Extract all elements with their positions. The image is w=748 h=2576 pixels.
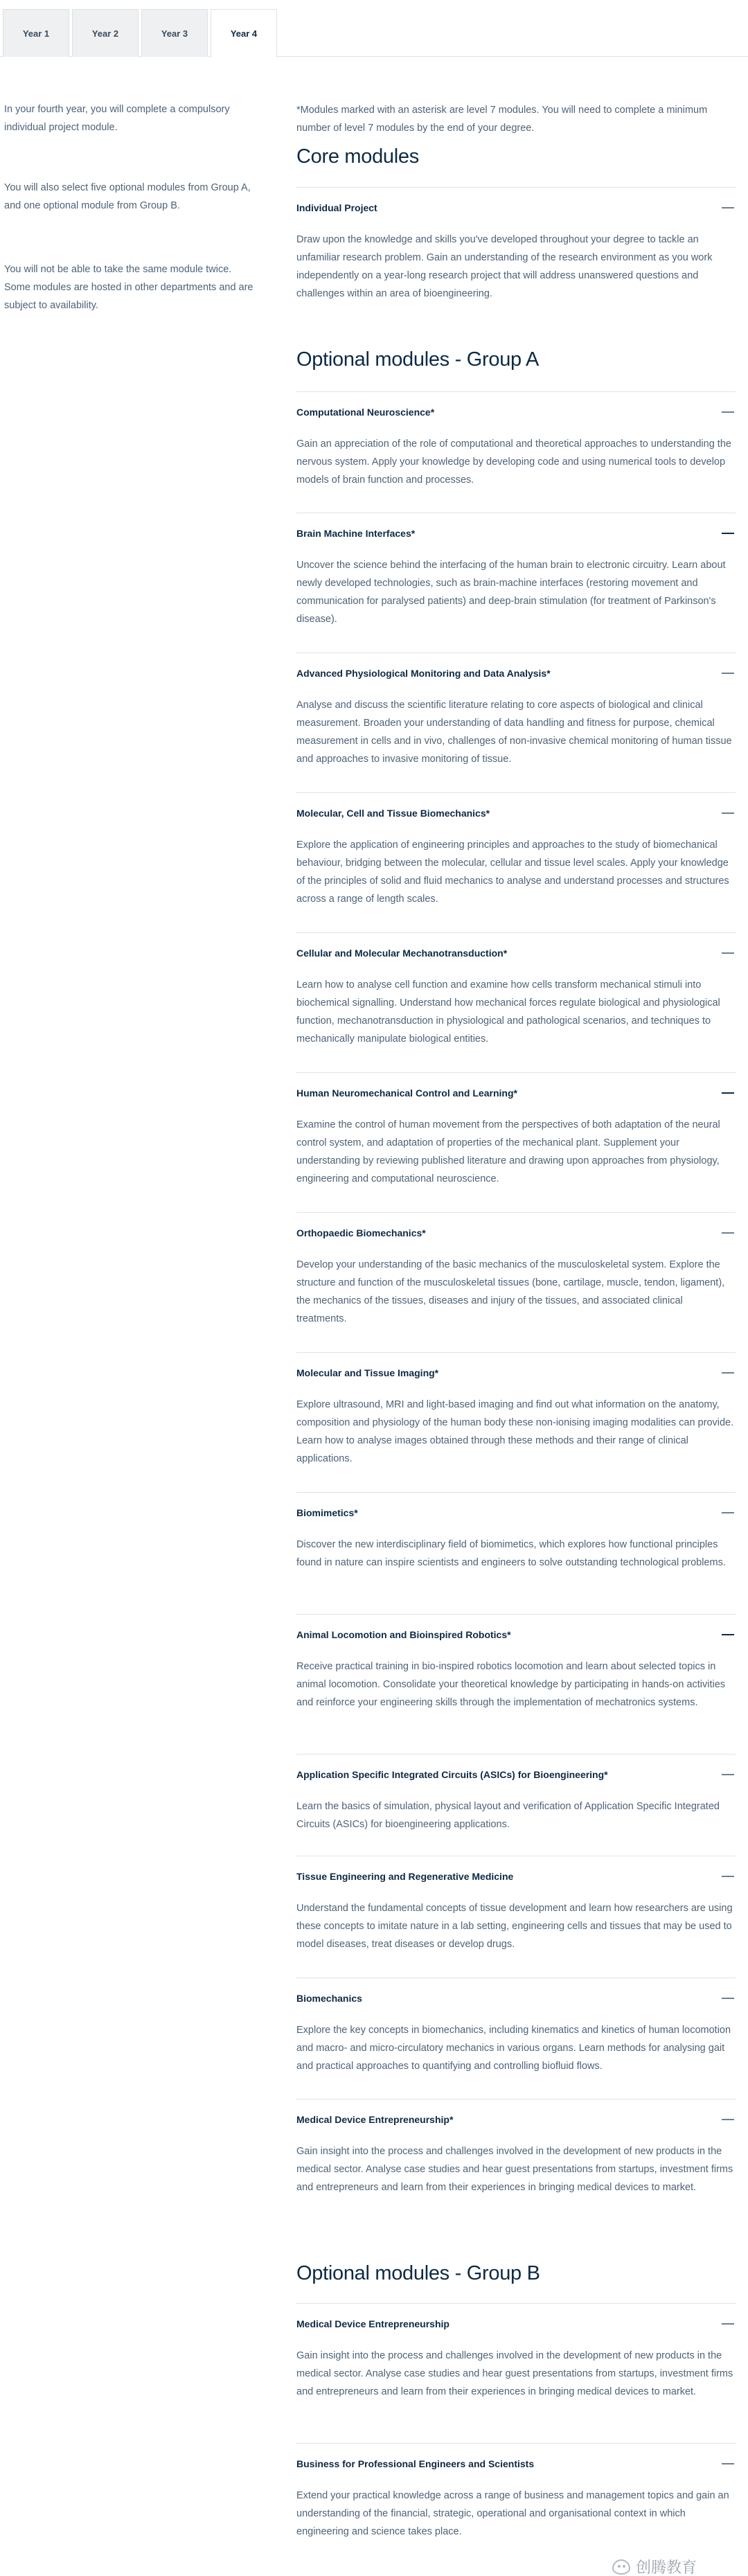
module-accordion — [296, 652, 736, 768]
collapse-icon[interactable] — [722, 1092, 734, 1094]
module-accordion — [296, 792, 736, 908]
module-description: Learn how to analyse cell function and examine how cells transform mechanical stimuli into biochemical signalling. Understand how mechanical forces regulate biological and physiological function, mechanotransduction in physiological and pathological scenarios, and techniques to mechanically manipulate biological entities. — [296, 979, 720, 1045]
collapse-icon[interactable] — [722, 2323, 734, 2325]
module-accordion — [296, 932, 736, 1048]
module-title: Brain Machine Interfaces* — [296, 528, 416, 539]
module-header[interactable] — [296, 2304, 736, 2344]
module-description: Explore ultrasound, MRI and light-based imaging and find out what information on the anatomy, composition and physiology of the human body these non-ionising imaging modalities can provide. Learn how to analyse images obtained through these methods and their range of clinical applications. — [296, 1399, 734, 1464]
tab-year-3[interactable]: Year 3 — [141, 9, 208, 57]
module-title: Human Neuromechanical Control and Learning* — [296, 1087, 517, 1099]
module-header[interactable] — [296, 1353, 736, 1393]
module-description: Examine the control of human movement from the perspectives of both adaptation of the neural control system, and adaptation of properties of the mechanical plant. Supplement your understanding by reviewing published literature and drawing upon approaches from physiology, engineering and computational neuroscience. — [296, 1119, 720, 1184]
module-header[interactable] — [296, 2099, 736, 2140]
section-title-group-a: Optional modules - Group A — [296, 348, 540, 371]
module-accordion — [296, 2443, 736, 2541]
module-description: Gain insight into the process and challenges involved in the development of new products in the medical sector. Analyse case studies and hear guest presentations from startups, investment firms and entrepreneurs and learn from their experiences in bringing medical devices to market. — [296, 2350, 733, 2397]
tab-year-2[interactable]: Year 2 — [72, 9, 139, 57]
module-accordion — [296, 2099, 736, 2196]
module-description: Gain an appreciation of the role of computational and theoretical approaches to understanding the nervous system. Apply your knowledge by developing code and using numerical tools to develop models of brain function and processes. — [296, 438, 731, 486]
module-header[interactable] — [296, 1856, 736, 1897]
collapse-icon[interactable] — [722, 411, 734, 413]
module-header[interactable] — [296, 1978, 736, 2018]
module-accordion — [296, 391, 736, 489]
module-description: Extend your practical knowledge across a range of business and management topics and gain an understanding of the financial, strategic, operational and organisational context in which engineering and science takes place. — [296, 2490, 729, 2537]
collapse-icon[interactable] — [722, 1232, 734, 1234]
collapse-icon[interactable] — [722, 1512, 734, 1513]
module-description: Uncover the science behind the interfacing of the human brain to electronic circuitry. Learn about newly developed technologies, such as brain-machine interfaces (restoring movement and communication for paralysed patients) and deep-brain stimulation (for treatment of Parkinson's disease). — [296, 560, 726, 625]
wechat-icon — [612, 2559, 630, 2575]
module-title: Molecular, Cell and Tissue Biomechanics* — [296, 808, 490, 819]
module-accordion — [296, 187, 736, 303]
intro-paragraph-2: You will also select five optional modules from Group A, and one optional module from Group B. — [4, 182, 251, 211]
collapse-icon[interactable] — [722, 952, 734, 954]
module-accordion — [296, 1856, 736, 1953]
module-title: Cellular and Molecular Mechanotransduction* — [296, 948, 508, 959]
module-title: Advanced Physiological Monitoring and Data Analysis* — [296, 668, 551, 679]
module-title: Biomimetics* — [296, 1507, 358, 1518]
module-title: Individual Project — [296, 202, 377, 213]
module-title: Biomechanics — [296, 1993, 362, 2004]
module-accordion — [296, 1492, 736, 1572]
main-content — [296, 101, 738, 137]
module-header[interactable] — [296, 1493, 736, 1533]
module-title: Orthopaedic Biomechanics* — [296, 1227, 426, 1238]
module-description: Discover the new interdisciplinary field of biomimetics, which explores how functional principles found in nature can inspire scientists and engineers to solve outstanding technological problems. — [296, 1539, 726, 1568]
module-header[interactable] — [296, 188, 736, 228]
collapse-icon[interactable] — [722, 673, 734, 674]
module-description: Understand the fundamental concepts of tissue development and learn how researchers are using these concepts to imitate nature in a lab setting, engineering cells and tissues that may be used to model diseases, treat diseases or develop drugs. — [296, 1903, 733, 1950]
collapse-icon[interactable] — [722, 1876, 734, 1877]
collapse-icon[interactable] — [722, 2463, 734, 2464]
section-title-group-b: Optional modules - Group B — [296, 2262, 540, 2284]
collapse-icon[interactable] — [722, 533, 734, 534]
module-description: Develop your understanding of the basic mechanics of the musculoskeletal system. Explore the structure and function of the musculoskeletal tissues (bone, cartilage, muscle, tendon, ligament), the mechanics of the tissues, diseases and injury of the tissues, and associated clinical treatments. — [296, 1259, 725, 1324]
intro-paragraph-1: In your fourth year, you will complete a compulsory individual project module. — [4, 104, 230, 133]
module-title: Animal Locomotion and Bioinspired Robotics* — [296, 1629, 511, 1640]
collapse-icon[interactable] — [722, 812, 734, 814]
module-header[interactable] — [296, 933, 736, 973]
module-description: Learn the basics of simulation, physical layout and verification of Application Specific Integrated Circuits (ASICs) for bioengineering applications. — [296, 1801, 720, 1830]
module-description: Explore the application of engineering principles and approaches to the study of biomechanical behaviour, bridging between the molecular, cellular and tissue level scales. Apply your knowledge of the principles of solid and fluid mechanics to analyse and understand processes and structures across a range of length scales. — [296, 840, 729, 905]
module-accordion — [296, 2303, 736, 2401]
module-accordion — [296, 1978, 736, 2075]
module-title: Medical Device Entrepreneurship — [296, 2318, 449, 2329]
module-header[interactable] — [296, 653, 736, 693]
intro-paragraph-3: You will not be able to take the same module twice. Some modules are hosted in other departments and are subject to availability. — [4, 264, 253, 311]
module-accordion — [296, 1754, 736, 1833]
module-description: Explore the key concepts in biomechanics, including kinematics and kinetics of human locomotion and macro- and micro-circulatory mechanics in various organs. Learn methods for analysing gait and practical approaches to quantifying and controlling biofluid flows. — [296, 2025, 731, 2072]
module-title: Computational Neuroscience* — [296, 407, 435, 418]
tab-year-4[interactable]: Year 4 — [211, 9, 277, 57]
module-accordion — [296, 1212, 736, 1328]
module-header[interactable] — [296, 1073, 736, 1113]
collapse-icon[interactable] — [722, 1998, 734, 1999]
module-description: Analyse and discuss the scientific literature relating to core aspects of biological and clinical measurement. Broaden your understanding of data handling and fitness for purpose, chemical measurement in cells and in vivo, challenges of non-invasive chemical monitoring of human tissue and approaches to invasive monitoring of tissue. — [296, 700, 732, 765]
module-header[interactable] — [296, 1615, 736, 1655]
module-title: Business for Professional Engineers and Scientists — [296, 2458, 535, 2469]
collapse-icon[interactable] — [722, 1634, 734, 1635]
module-header[interactable] — [296, 392, 736, 432]
module-description: Draw upon the knowledge and skills you've developed throughout your degree to tackle an unfamiliar research problem. Gain an understanding of the research environment as you work independently on a year-long research project that will address unanswered questions and challenges within an area of bioengineering. — [296, 234, 713, 299]
collapse-icon[interactable] — [722, 1774, 734, 1775]
section-title-core: Core modules — [296, 145, 419, 168]
module-accordion — [296, 1352, 736, 1468]
module-header[interactable] — [296, 2444, 736, 2484]
asterisk-note: *Modules marked with an asterisk are level 7 modules. You will need to complete a minimum number of level 7 modules by the end of your degree. — [296, 105, 708, 134]
module-header[interactable] — [296, 1755, 736, 1795]
module-header[interactable] — [296, 1213, 736, 1253]
module-header[interactable] — [296, 513, 736, 553]
module-title: Medical Device Entrepreneurship* — [296, 2114, 454, 2125]
watermark — [612, 2556, 697, 2576]
module-title: Molecular and Tissue Imaging* — [296, 1367, 439, 1378]
module-description: Receive practical training in bio-inspired robotics locomotion and learn about selected topics in animal locomotion. Consolidate your theoretical knowledge by participating in hands-on activities and reinforce your engineering skills through the implementation of mechatronics systems. — [296, 1661, 726, 1708]
module-title: Application Specific Integrated Circuits (ASICs) for Bioengineering* — [296, 1769, 608, 1780]
module-accordion — [296, 513, 736, 628]
collapse-icon[interactable] — [722, 207, 734, 208]
watermark-text: 创腾教育 — [636, 2559, 697, 2576]
collapse-icon[interactable] — [722, 1372, 734, 1374]
module-accordion — [296, 1072, 736, 1188]
module-header[interactable] — [296, 793, 736, 833]
module-description: Gain insight into the process and challenges involved in the development of new products in the medical sector. Analyse case studies and hear guest presentations from startups, investment firms and entrepreneurs and learn from their experiences in bringing medical devices to market. — [296, 2146, 733, 2193]
module-title: Tissue Engineering and Regenerative Medicine — [296, 1871, 514, 1882]
tab-year-1[interactable]: Year 1 — [3, 9, 69, 57]
year-tabs — [0, 0, 748, 57]
collapse-icon[interactable] — [722, 2119, 734, 2120]
module-accordion — [296, 1614, 736, 1712]
